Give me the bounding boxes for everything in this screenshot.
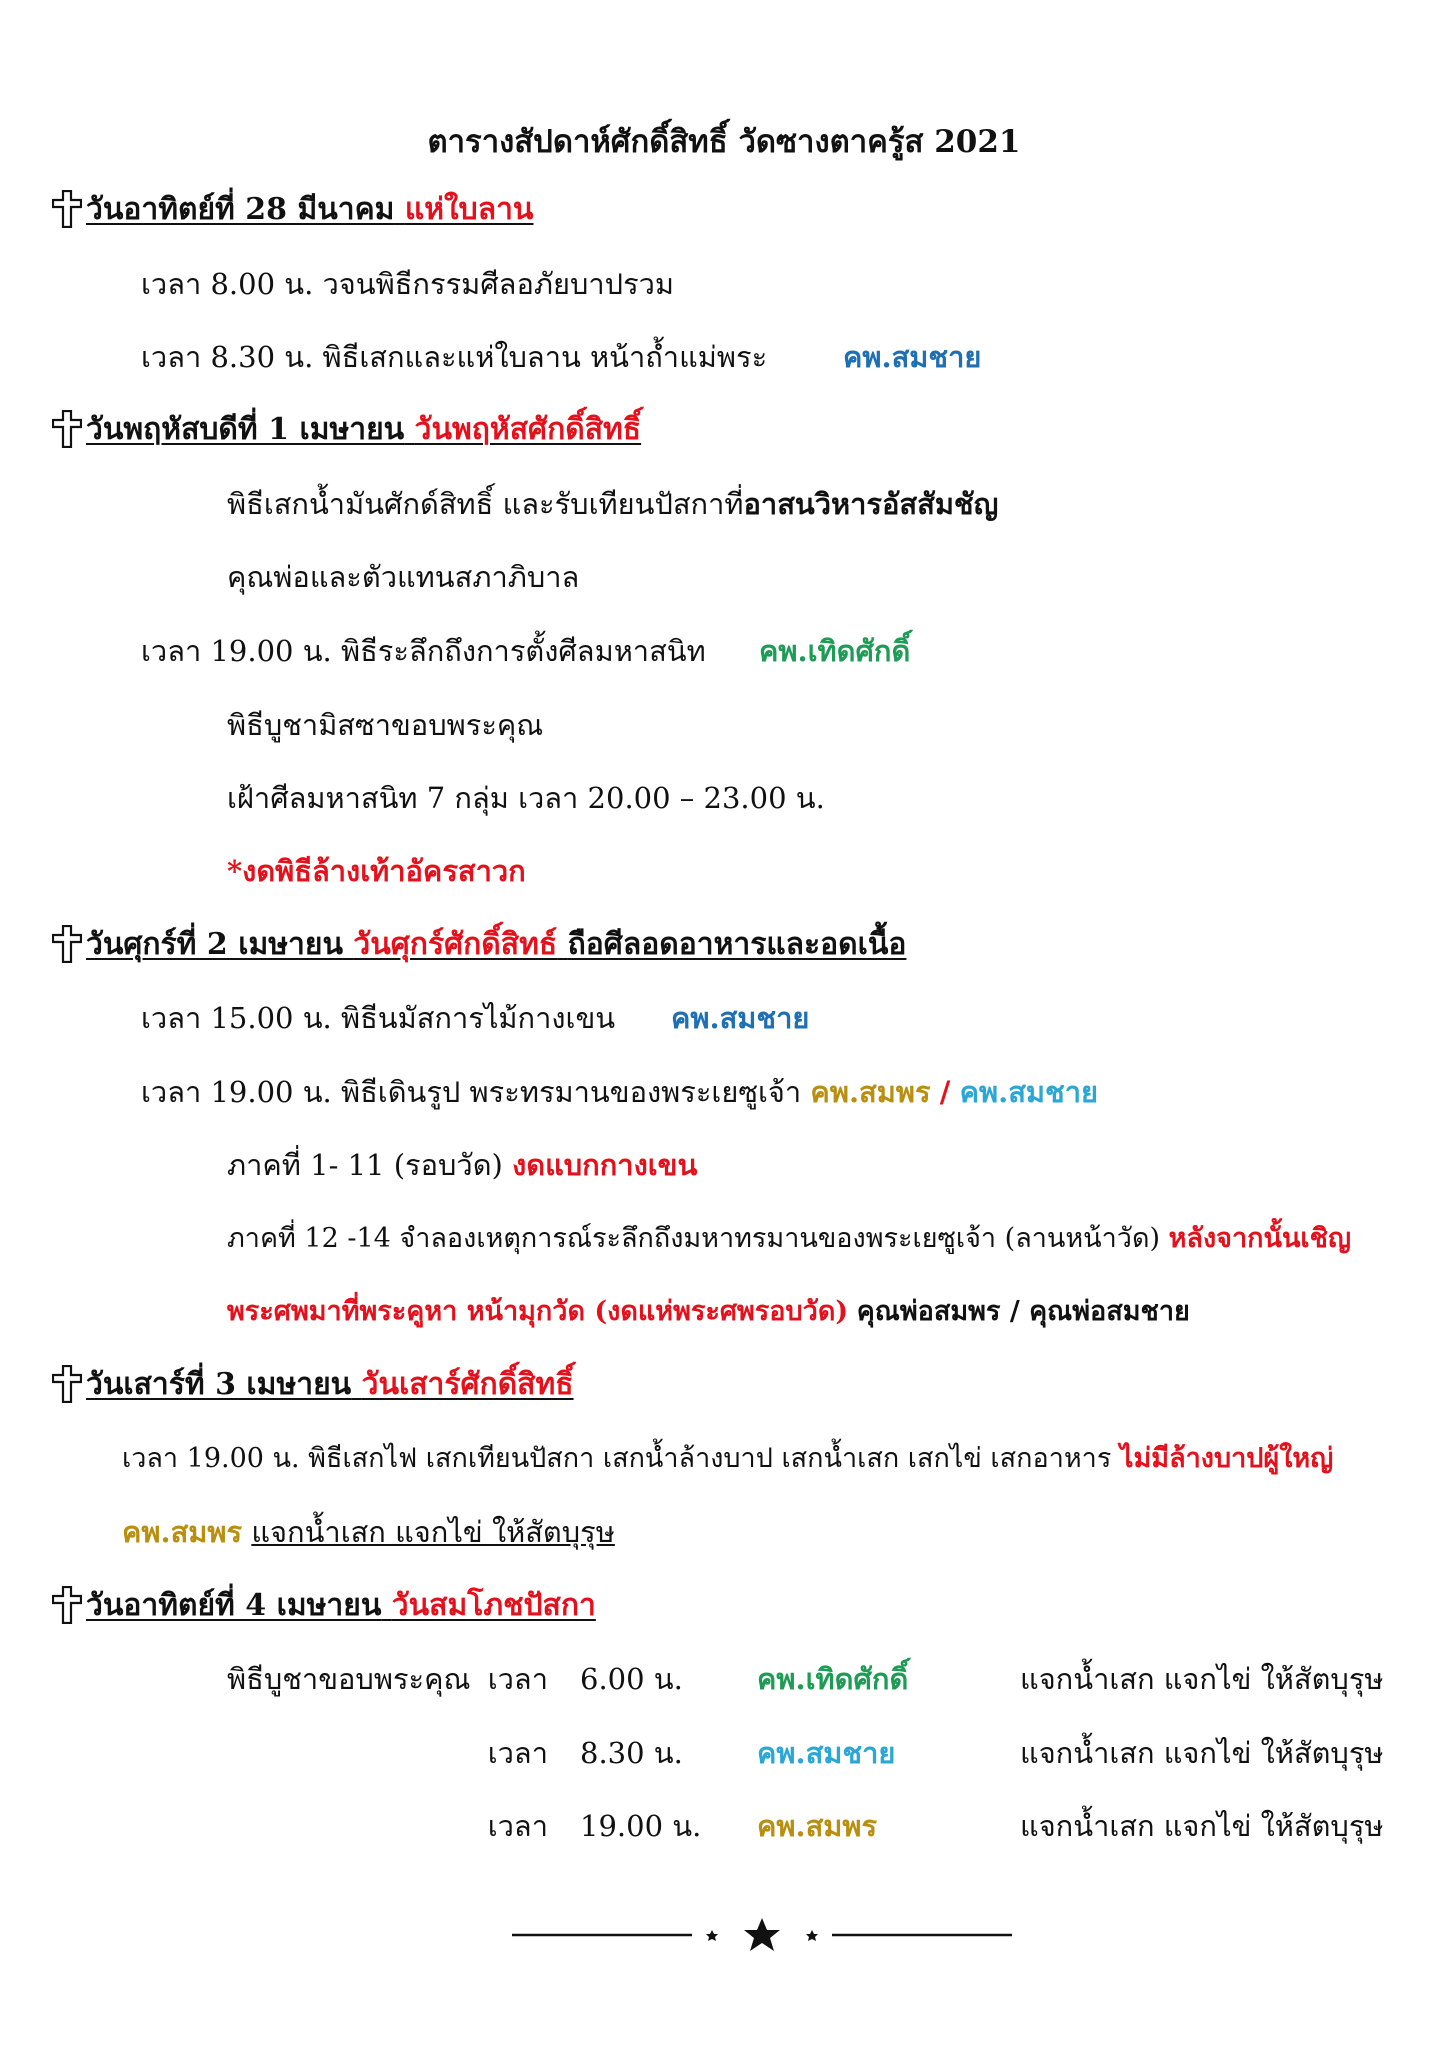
cross-icon [52,925,82,963]
cross-icon [52,190,82,228]
schedule-text: พิธีเสกน้ำมันศักด์สิทธิ์ และรับเทียนปัสกาที่ [227,487,744,521]
star-divider-icon [512,1910,1012,1960]
priest-name: คพ.สมชาย [757,1736,896,1770]
schedule-line [141,998,810,1038]
schedule-line [141,1072,1098,1112]
schedule-line: เวลา 8.00 น. วจนพิธีกรรมศีลอภัยบาปรวม [141,267,675,301]
cross-icon [52,410,82,448]
section-heading-palm-sunday [86,190,533,230]
heading-day: วันอาทิตย์ที่ 28 มีนาคม [86,192,395,227]
time-label: เวลา [487,1662,548,1696]
heading-event: วันสมโภชปัสกา [391,1588,596,1623]
priest-name: คพ.เทิดศักดิ์ [759,634,911,668]
priest-name: คพ.สมพร [122,1515,243,1549]
schedule-text: เวลา 15.00 น. พิธีนมัสการไม้กางเขน [141,1001,616,1035]
mass-time: 8.30 น. [580,1736,683,1770]
schedule-line: เฝ้าศีลมหาสนิท 7 กลุ่ม เวลา 20.00 – 23.00 น. [227,781,825,815]
mass-label: พิธีบูชาขอบพระคุณ [227,1662,471,1696]
time-label: เวลา [487,1809,548,1843]
notice-text: หลังจากนั้นเชิญ [1168,1223,1351,1254]
priest-name: คพ.สมชาย [671,1001,810,1035]
schedule-text: แจกน้ำเสก แจกไข่ ให้สัตบุรุษ [251,1515,615,1549]
priest-name: คพ.เทิดศักดิ์ [757,1662,909,1696]
cross-icon [52,1365,82,1403]
heading-day: วันศุกร์ที่ 2 เมษายน [86,927,343,962]
notice-text: งดแบกกางเขน [512,1148,698,1182]
priest-name: คพ.สมพร [810,1075,931,1109]
schedule-line [227,1145,697,1185]
priest-name: คพ.สมชาย [843,340,982,374]
schedule-line [141,337,982,377]
notice-line: *งดพิธีล้างเท้าอัครสาวก [227,854,526,888]
heading-day: วันพฤหัสบดีที่ 1 เมษายน [86,412,405,447]
schedule-line [227,484,998,524]
heading-event: วันเสาร์ศักดิ์สิทธิ์ [361,1367,574,1402]
schedule-text: ภาคที่ 1- 11 (รอบวัด) [227,1148,503,1182]
notice-text: พระศพมาที่พระคูหา หน้ามุกวัด (งดแห่พระศพรอบวัด) [227,1296,849,1327]
section-heading-good-friday [86,925,906,965]
schedule-line [141,631,911,671]
mass-note: แจกน้ำเสก แจกไข่ ให้สัตบุรุษ [1020,1662,1384,1696]
page-title: ตารางสัปดาห์ศักดิ์สิทธิ์ วัดซางตาครู้ส 2021 [427,124,1021,160]
heading-event-2: ถือศีลอดอาหารและอดเนื้อ [567,927,907,962]
heading-event: แห่ใบลาน [404,192,534,227]
mass-note: แจกน้ำเสก แจกไข่ ให้สัตบุรุษ [1020,1809,1384,1843]
mass-time: 6.00 น. [580,1662,683,1696]
time-label: เวลา [487,1736,548,1770]
schedule-text: เวลา 19.00 น. พิธีระลึกถึงการตั้งศีลมหาสนิท [141,634,706,668]
section-heading-holy-saturday [86,1365,574,1405]
schedule-text: ภาคที่ 12 -14 จำลองเหตุการณ์ระลึกถึงมหาทรมานของพระเยซูเจ้า (ลานหน้าวัด) [227,1223,1161,1254]
schedule-line [227,1219,1351,1259]
mass-note: แจกน้ำเสก แจกไข่ ให้สัตบุรุษ [1020,1736,1384,1770]
heading-event: วันพฤหัสศักดิ์สิทธิ์ [414,412,642,447]
separator: / [939,1075,951,1109]
mass-time: 19.00 น. [580,1809,702,1843]
priest-name: คพ.สมพร [757,1809,878,1843]
schedule-line: คุณพ่อและตัวแทนสภาภิบาล [227,560,580,594]
priest-names: คุณพ่อสมพร / คุณพ่อสมชาย [856,1296,1190,1327]
cross-icon [52,1586,82,1624]
schedule-line: พิธีบูชามิสซาขอบพระคุณ [227,708,544,742]
notice-text: ไม่มีล้างบาปผู้ใหญ่ [1119,1443,1334,1474]
section-heading-easter-sunday [86,1586,596,1626]
heading-event: วันศุกร์ศักดิ์สิทธ์ [353,927,558,962]
location-name: อาสนวิหารอัสสัมชัญ [743,487,999,521]
heading-day: วันอาทิตย์ที่ 4 เมษายน [86,1588,382,1623]
schedule-text: เวลา 19.00 น. พิธีเดินรูป พระทรมานของพระเยซูเจ้า [141,1075,802,1109]
section-heading-holy-thursday [86,410,641,450]
priest-name: คพ.สมชาย [959,1075,1098,1109]
schedule-text: เวลา 19.00 น. พิธีเสกไฟ เสกเทียนปัสกา เสกน้ำล้างบาป เสกน้ำเสก เสกไข่ เสกอาหาร [122,1443,1112,1474]
heading-day: วันเสาร์ที่ 3 เมษายน [86,1367,352,1402]
schedule-line [227,1292,1190,1332]
schedule-text: เวลา 8.30 น. พิธีเสกและแห่ใบลาน หน้าถ้ำแม่พระ [141,340,768,374]
schedule-line [122,1512,615,1552]
schedule-line [122,1439,1333,1479]
